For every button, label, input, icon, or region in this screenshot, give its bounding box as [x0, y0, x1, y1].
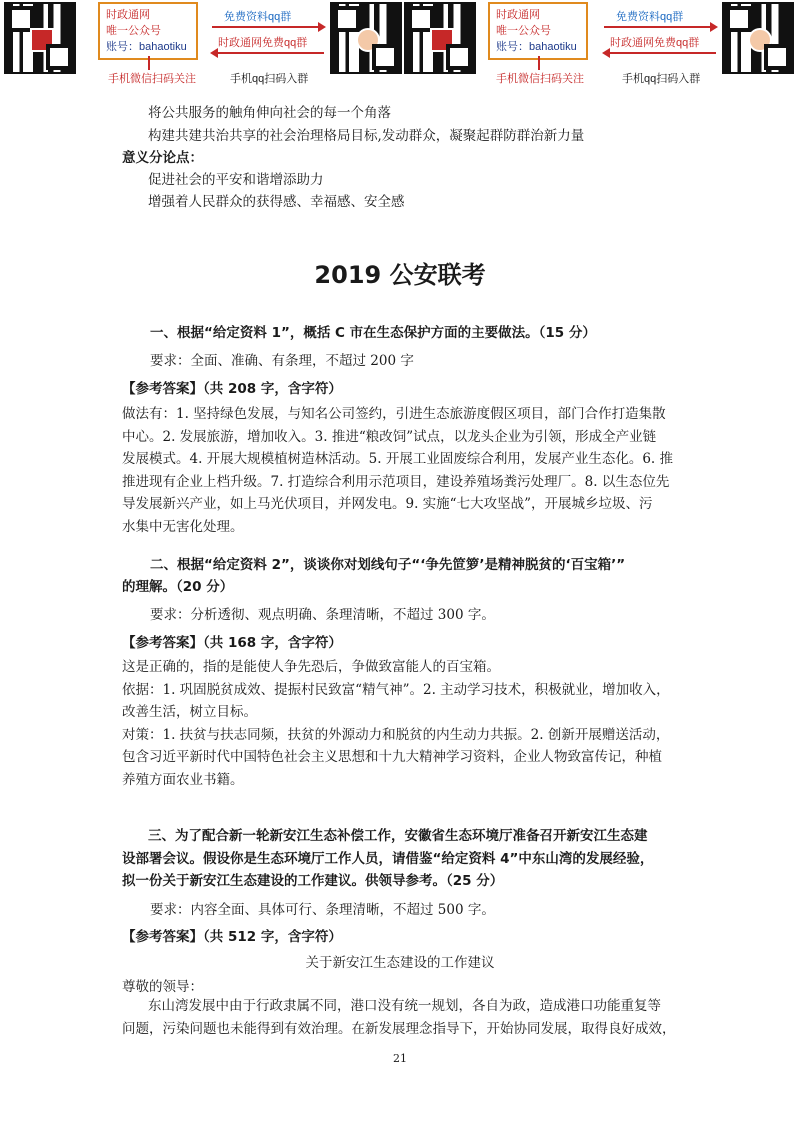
- intro-line: 增强着人民群众的获得感、幸福感、安全感: [148, 194, 405, 210]
- question-1: 一、根据“给定资料 1”，概括 C 市在生态保护方面的主要做法。（15 分）: [150, 325, 596, 341]
- wechat-caption: 手机微信扫码关注: [108, 73, 196, 85]
- page-number: 21: [393, 1052, 407, 1065]
- wechat-caption: 手机微信扫码关注: [496, 73, 584, 85]
- promo-mid-text: 时政通网免费qq群: [218, 37, 308, 49]
- answer-line: 依据：1. 巩固脱贫成效、提振村民致富“精气神”。2. 主动学习技术，积极就业，增加收入，: [122, 681, 670, 698]
- question-line: 设部署会议。假设你是生态环境厅工作人员，请借鉴“给定资料 4”中东山湾的发展经验，: [122, 850, 654, 867]
- promo-top-text: 免费资料qq群: [224, 11, 292, 23]
- question-line: 拟一份关于新安江生态建设的工作建议。供领导参考。（25 分）: [122, 873, 504, 889]
- answer-1-body: [122, 403, 694, 538]
- qq-caption: 手机qq扫码入群: [622, 73, 701, 85]
- page-title: 2019 公安联考: [314, 261, 486, 289]
- account-line-2: 唯一公众号: [496, 25, 551, 37]
- intro-line: 将公共服务的触角伸向社会的每一个角落: [148, 105, 391, 121]
- answer-line: 水集中无害化处理。: [122, 518, 244, 535]
- promo-top-text: 免费资料qq群: [616, 11, 684, 23]
- answer-line: 中心。2. 发展旅游，增加收入。3. 推进“粮改饲”试点，以龙头企业为引领，形成全产业链: [122, 428, 657, 445]
- question-2-cont: 的理解。（20 分）: [122, 579, 234, 595]
- answer-line: 改善生活，树立目标。: [122, 704, 257, 720]
- answer-2-body: [122, 656, 694, 791]
- answer-3-doc-title: 关于新安江生态建设的工作建议: [305, 955, 495, 971]
- salutation: 尊敬的领导：: [122, 979, 203, 995]
- account-line-3: 账号：bahaotiku: [496, 41, 577, 53]
- answer-3-heading: 【参考答案】（共 512 字，含字符）: [122, 929, 342, 945]
- answer-2-heading: 【参考答案】（共 168 字，含字符）: [122, 635, 342, 651]
- answer-line: 包含习近平新时代中国特色社会主义思想和十九大精神学习资料，企业人物致富传记，种植: [122, 749, 662, 765]
- answer-line: 东山湾发展中由于行政隶属不同，港口没有统一规划，各自为政，造成港口功能重复等: [148, 998, 661, 1014]
- question-line: 三、为了配合新一轮新安江生态补偿工作，安徽省生态环境厅准备召开新安江生态建: [148, 828, 648, 844]
- promo-mid-text: 时政通网免费qq群: [610, 37, 700, 49]
- answer-line: 导发展新兴产业，如上马光伏项目，并网发电。9. 实施“七大攻坚战”，开展城乡垃圾、污: [122, 496, 653, 512]
- account-line-1: 时政通网: [496, 9, 540, 21]
- question-2-requirement: 要求：分析透彻、观点明确、条理清晰，不超过 300 字。: [150, 607, 495, 623]
- answer-line: 对策：1. 扶贫与扶志同频，扶贫的外源动力和脱贫的内生动力共振。2. 创新开展赠送活动，: [122, 726, 670, 743]
- intro-line: 构建共建共治共享的社会治理格局目标,发动群众，凝聚起群防群治新力量: [148, 128, 585, 144]
- intro-line: 促进社会的平安和谐增添助力: [148, 172, 324, 188]
- answer-line: 发展模式。4. 开展大规模植树造林活动。5. 开展工业固废综合利用，发展产业生态化。6. 推: [122, 451, 674, 467]
- account-line-3: 账号：bahaotiku: [106, 41, 187, 53]
- answer-line: 做法有：1. 坚持绿色发展，与知名公司签约，引进生态旅游度假区项目，部门合作打造集散: [122, 406, 666, 422]
- account-line-2: 唯一公众号: [106, 25, 161, 37]
- question-3-requirement: 要求：内容全面、具体可行、条理清晰，不超过 500 字。: [150, 902, 495, 918]
- answer-line: 问题，污染问题也未能得到有效治理。在新发展理念指导下，开始协同发展，取得良好成效，: [122, 1020, 676, 1037]
- question-3: [122, 825, 694, 893]
- account-line-1: 时政通网: [106, 9, 150, 21]
- question-1-requirement: 要求：全面、准确、有条理，不超过 200 字: [150, 353, 414, 369]
- question-2: 二、根据“给定资料 2”，谈谈你对划线句子“‘争先笸箩’是精神脱贫的‘百宝箱’”: [150, 557, 626, 573]
- intro-heading: 意义分论点：: [122, 150, 203, 166]
- answer-1-heading: 【参考答案】（共 208 字，含字符）: [122, 381, 342, 397]
- qq-caption: 手机qq扫码入群: [230, 73, 309, 85]
- answer-line: 推进现有企业上档升级。7. 打造综合利用示范项目，建设养殖场粪污处理厂。8. 以生态位先: [122, 473, 670, 490]
- answer-3-body: [122, 995, 694, 1040]
- answer-line: 这是正确的，指的是能使人争先恐后，争做致富能人的百宝箱。: [122, 659, 500, 675]
- answer-line: 养殖方面农业书籍。: [122, 771, 244, 788]
